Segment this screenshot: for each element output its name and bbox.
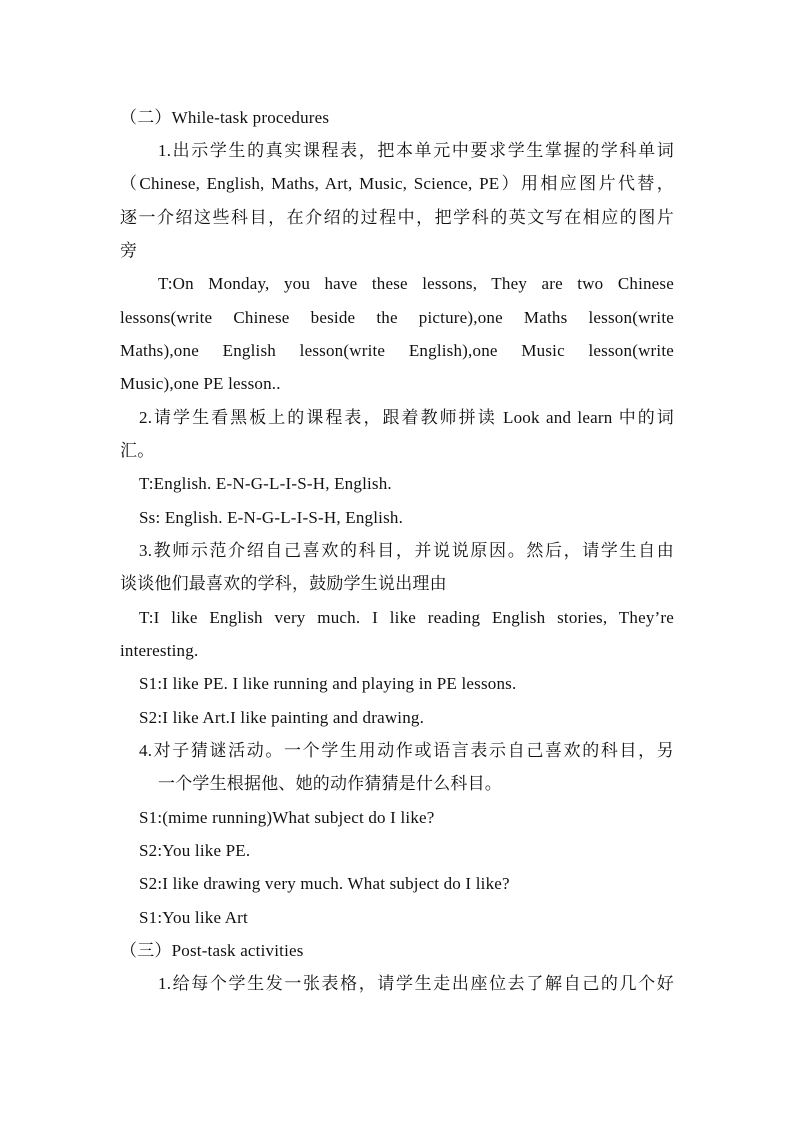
dialogue-line: Ss: English. E-N-G-L-I-S-H, English. (139, 508, 404, 527)
paragraph-line: 一个学生根据他、她的动作猜猜是什么科目。 (158, 774, 502, 793)
paragraph-line: 1.给每个学生发一张表格，请学生走出座位去了解自己的几个好 (158, 974, 674, 993)
dialogue-line: S2:I like drawing very much. What subject do I like? (139, 874, 510, 893)
paragraph-line: 旁 (120, 241, 138, 260)
dialogue-line: S1:I like PE. I like running and playing in PE lessons. (139, 674, 517, 693)
paragraph-line: （Chinese, English, Maths, Art, Music, Science, PE）用相应图片代替， (120, 174, 674, 193)
dialogue-line: interesting. (120, 641, 199, 660)
dialogue-line: T:English. E-N-G-L-I-S-H, English. (139, 474, 392, 493)
paragraph-line: 1.出示学生的真实课程表，把本单元中要求学生掌握的学科单词 (158, 141, 674, 160)
paragraph-line: 3.教师示范介绍自己喜欢的科目，并说说原因。然后，请学生自由 (139, 541, 674, 560)
paragraph-line: 谈谈他们最喜欢的学科，鼓励学生说出理由 (120, 574, 447, 593)
paragraph-line: Maths),one English lesson(write English),one Music lesson(write (120, 341, 674, 360)
dialogue-line: S2:I like Art.I like painting and drawing. (139, 708, 425, 727)
dialogue-line: S1:You like Art (139, 908, 248, 927)
paragraph-line: T:On Monday, you have these lessons, They are two Chinese (158, 274, 674, 293)
section-heading-while-task: （二）While-task procedures (120, 108, 330, 127)
paragraph-line: 逐一介绍这些科目，在介绍的过程中，把学科的英文写在相应的图片 (120, 208, 674, 227)
paragraph-line: 4.对子猜谜活动。一个学生用动作或语言表示自己喜欢的科目，另 (139, 741, 674, 760)
paragraph-line: 汇。 (120, 441, 155, 460)
paragraph-line: 2.请学生看黑板上的课程表，跟着教师拼读 Look and learn 中的词 (139, 408, 674, 427)
section-heading-post-task: （三）Post-task activities (120, 941, 304, 960)
dialogue-line: S1:(mime running)What subject do I like? (139, 808, 435, 827)
paragraph-line: lessons(write Chinese beside the picture),one Maths lesson(write (120, 308, 674, 327)
dialogue-line: T:I like English very much. I like reading English stories, They’re (139, 608, 674, 627)
dialogue-line: S2:You like PE. (139, 841, 251, 860)
paragraph-line: Music),one PE lesson.. (120, 374, 281, 393)
